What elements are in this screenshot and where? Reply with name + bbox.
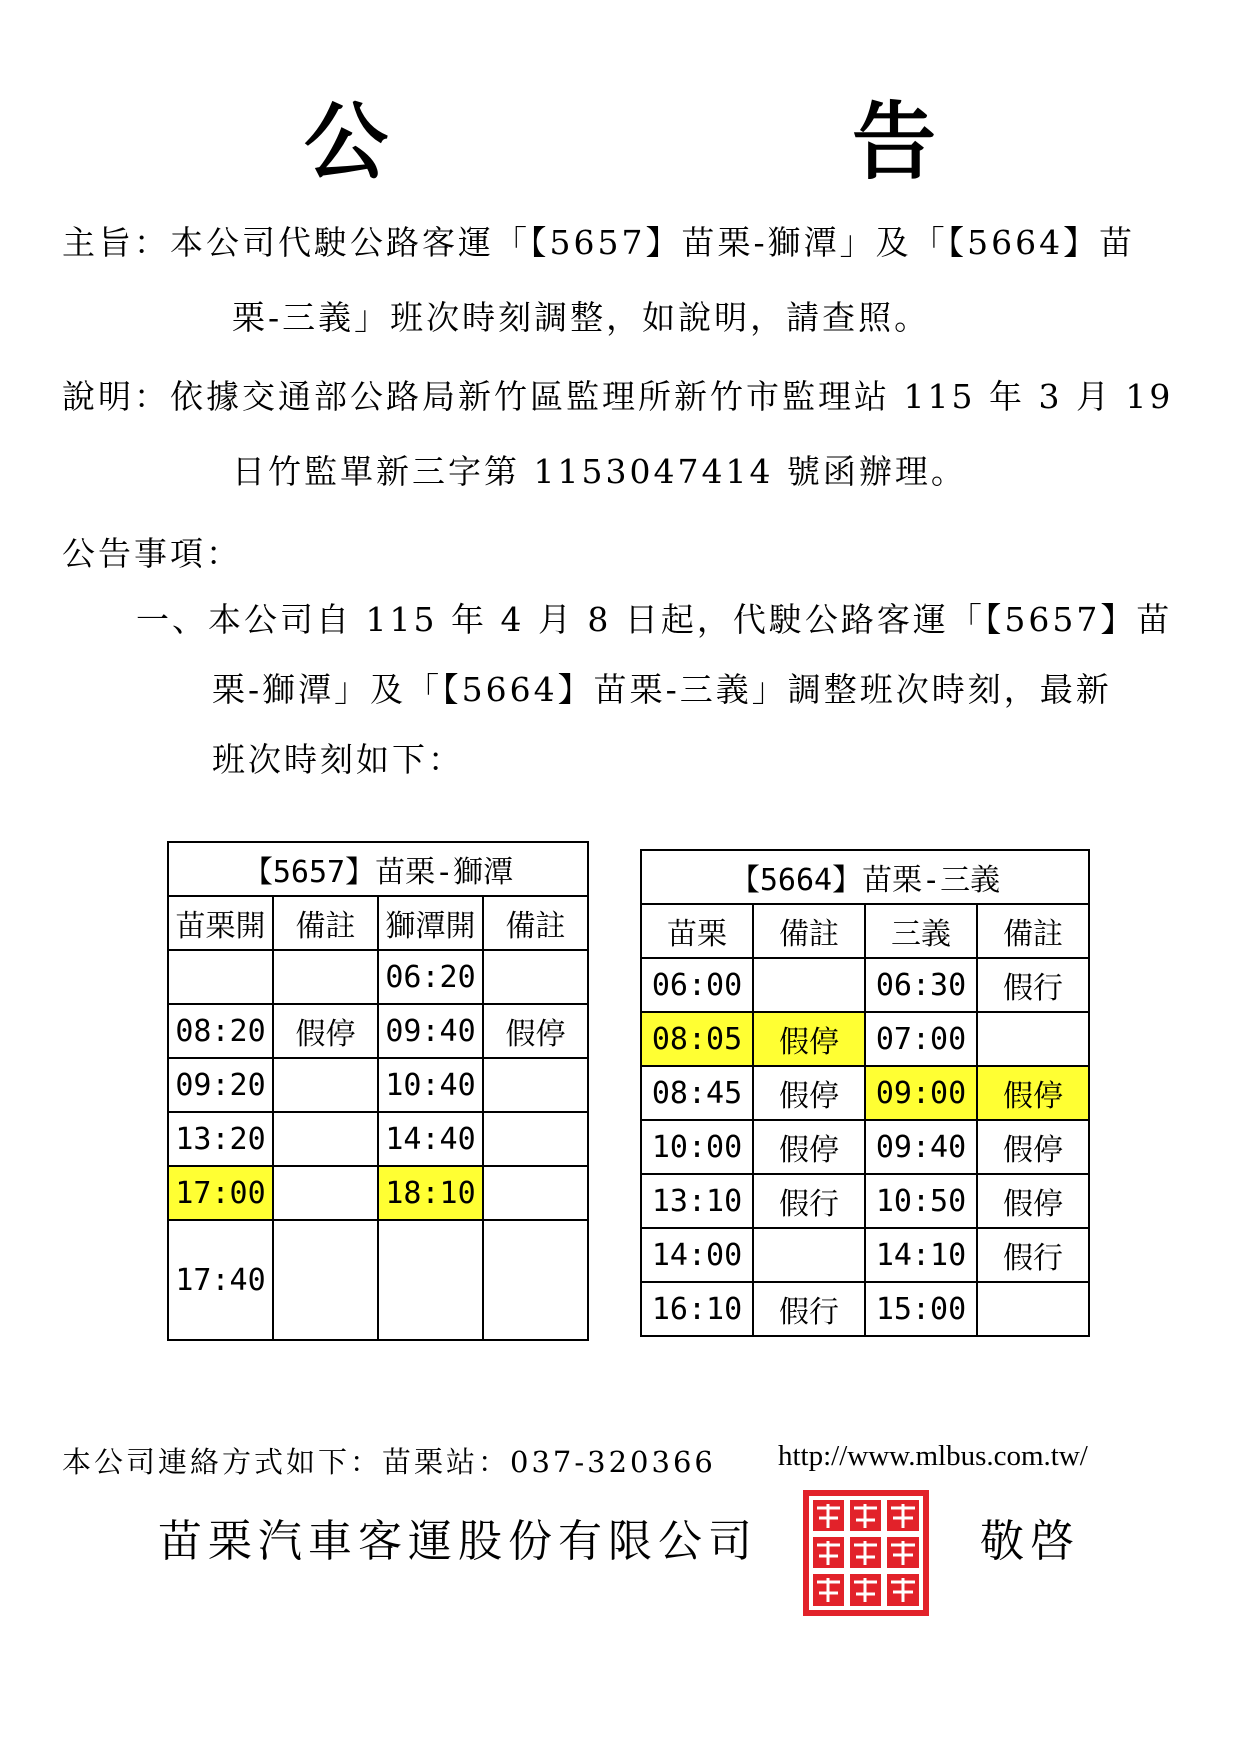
highlighted-cell: 18:10	[378, 1166, 483, 1220]
table-caption: 【5664】苗栗-三義	[641, 850, 1089, 904]
table-cell: 假行	[977, 958, 1089, 1012]
table-cell: 10:40	[378, 1058, 483, 1112]
explanation-line-2: 日竹監單新三字第 1153047414 號函辦理。	[232, 452, 967, 491]
subject-line-1: 主旨：本公司代駛公路客運「【5657】苗栗-獅潭」及「【5664】苗	[62, 223, 1136, 262]
table-cell	[977, 1282, 1089, 1336]
table-cell	[483, 1112, 588, 1166]
item-1-line-1: 一、本公司自 115 年 4 月 8 日起，代駛公路客運「【5657】苗	[136, 600, 1173, 639]
highlighted-cell: 假停	[753, 1012, 865, 1066]
closing-salutation: 敬啓	[980, 1516, 1080, 1567]
table-cell	[273, 1058, 378, 1112]
column-header: 備註	[273, 896, 378, 950]
table-cell: 假停	[977, 1120, 1089, 1174]
table-cell	[483, 1058, 588, 1112]
subject-line-2: 栗-三義」班次時刻調整，如說明，請查照。	[232, 298, 931, 337]
table-cell: 14:10	[865, 1228, 977, 1282]
item-1-line-3: 班次時刻如下：	[212, 740, 464, 779]
table-cell: 假停	[753, 1120, 865, 1174]
explanation-line-1: 說明：依據交通部公路局新竹區監理所新竹市監理站 115 年 3 月 19	[62, 377, 1174, 416]
table-cell: 09:40	[865, 1120, 977, 1174]
highlighted-cell: 17:00	[168, 1166, 273, 1220]
table-cell: 06:30	[865, 958, 977, 1012]
column-header: 備註	[483, 896, 588, 950]
table-cell: 假停	[483, 1004, 588, 1058]
item-1-line-2: 栗-獅潭」及「【5664】苗栗-三義」調整班次時刻，最新	[212, 670, 1112, 709]
seal-stamp-icon	[809, 1496, 923, 1610]
table-cell	[273, 1112, 378, 1166]
table-cell	[378, 1220, 483, 1340]
table-cell: 09:20	[168, 1058, 273, 1112]
table-cell: 08:45	[641, 1066, 753, 1120]
table-cell: 17:40	[168, 1220, 273, 1340]
notice-title: 公 告	[303, 92, 1126, 191]
column-header: 三義	[865, 904, 977, 958]
table-cell	[977, 1012, 1089, 1066]
table-cell	[483, 1220, 588, 1340]
table-cell	[168, 950, 273, 1004]
table-cell: 假行	[753, 1282, 865, 1336]
table-cell: 假停	[977, 1174, 1089, 1228]
contact-info: 本公司連絡方式如下：苗栗站：037-320366	[62, 1445, 716, 1479]
column-header: 苗栗	[641, 904, 753, 958]
table-cell: 10:50	[865, 1174, 977, 1228]
table-cell: 07:00	[865, 1012, 977, 1066]
table-cell	[483, 1166, 588, 1220]
column-header: 備註	[753, 904, 865, 958]
company-seal	[803, 1490, 929, 1616]
table-cell	[273, 1220, 378, 1340]
column-header: 苗栗開	[168, 896, 273, 950]
column-header: 獅潭開	[378, 896, 483, 950]
website-link[interactable]: http://www.mlbus.com.tw/	[778, 1440, 1088, 1472]
table-cell	[753, 1228, 865, 1282]
table-cell	[273, 950, 378, 1004]
table-cell: 假行	[977, 1228, 1089, 1282]
table-cell: 13:10	[641, 1174, 753, 1228]
notice-items-heading: 公告事項：	[62, 534, 242, 573]
highlighted-cell: 假停	[977, 1066, 1089, 1120]
table-cell	[483, 950, 588, 1004]
highlighted-cell: 09:00	[865, 1066, 977, 1120]
column-header: 備註	[977, 904, 1089, 958]
table-cell: 10:00	[641, 1120, 753, 1174]
table-cell: 09:40	[378, 1004, 483, 1058]
table-cell: 假停	[273, 1004, 378, 1058]
table-cell: 06:20	[378, 950, 483, 1004]
table-cell: 14:40	[378, 1112, 483, 1166]
table-cell: 16:10	[641, 1282, 753, 1336]
table-cell: 06:00	[641, 958, 753, 1012]
table-cell	[273, 1166, 378, 1220]
table-caption: 【5657】苗栗-獅潭	[168, 842, 588, 896]
schedule-table-5664	[640, 849, 1090, 1337]
table-cell: 14:00	[641, 1228, 753, 1282]
table-cell: 08:20	[168, 1004, 273, 1058]
company-name: 苗栗汽車客運股份有限公司	[158, 1516, 758, 1567]
schedule-table-5657	[167, 841, 589, 1341]
table-cell: 13:20	[168, 1112, 273, 1166]
table-cell	[753, 958, 865, 1012]
table-cell: 假行	[753, 1174, 865, 1228]
table-cell: 假停	[753, 1066, 865, 1120]
highlighted-cell: 08:05	[641, 1012, 753, 1066]
table-cell: 15:00	[865, 1282, 977, 1336]
